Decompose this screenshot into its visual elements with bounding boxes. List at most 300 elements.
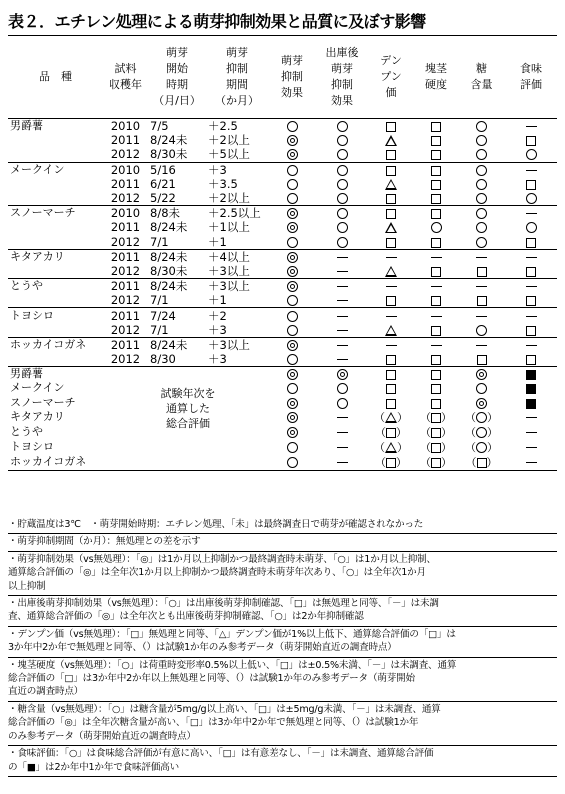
- year-cell: 2010: [103, 119, 148, 134]
- evaluation-cell: [458, 191, 505, 206]
- evaluation-cell: [316, 206, 368, 221]
- column-header-line: プン: [380, 70, 402, 83]
- evaluation-cell: [316, 249, 368, 264]
- circle-mark: [476, 383, 487, 394]
- evaluation-cell: [505, 133, 557, 147]
- evaluation-cell: [414, 177, 458, 191]
- evaluation-cell: [458, 249, 505, 264]
- column-header: [316, 36, 368, 119]
- circle-mark: [431, 222, 442, 233]
- evaluation-cell: [316, 352, 368, 367]
- variety-cell: [8, 220, 103, 234]
- double-circle-mark: [476, 369, 487, 380]
- evaluation-cell: [414, 119, 458, 134]
- footnote-line: ・萌芽抑制期間（か月）：無処理との差を示す: [8, 536, 201, 548]
- evaluation-cell: [505, 249, 557, 264]
- evaluation-cell: [368, 396, 414, 410]
- table-row: [8, 177, 557, 191]
- square-mark: [386, 209, 396, 219]
- evaluation-cell: [268, 425, 316, 440]
- evaluation-cell: [414, 293, 458, 308]
- evaluation-cell: [414, 162, 458, 177]
- square-mark: [431, 122, 441, 132]
- sprout-date-cell: 7/1: [150, 293, 169, 308]
- table-row: [8, 337, 557, 352]
- summary-label: [148, 386, 228, 431]
- evaluation-cell: [458, 337, 505, 352]
- circle-mark: [337, 222, 348, 233]
- evaluation-cell: [414, 249, 458, 264]
- dash-mark: [431, 286, 442, 287]
- evaluation-cell: [316, 162, 368, 177]
- double-circle-mark: [287, 412, 298, 423]
- circle-mark: [337, 179, 348, 190]
- table-row: [8, 206, 557, 221]
- footnote-line: ・糖含量（vs無処理）：「○」は糖含量が5mg/g以上高い、「□」は±5mg/g未満、「－」は未調査、通算: [8, 703, 441, 715]
- year-cell: 2011: [103, 249, 148, 264]
- evaluation-cell: [268, 191, 316, 206]
- evaluation-cell: [505, 279, 557, 294]
- sprout-date-cell: 5/16: [148, 162, 206, 177]
- circle-mark: [287, 121, 298, 132]
- evaluation-cell: [414, 191, 458, 206]
- evaluation-cell: [505, 337, 557, 352]
- sprout-date-cell: 8/24未: [148, 279, 206, 294]
- column-header-line: 抑制: [331, 78, 353, 91]
- triangle-mark: [385, 442, 397, 453]
- evaluation-cell: [368, 220, 414, 234]
- square-mark: [386, 194, 396, 204]
- footnote-line: ・デンプン価（vs無処理）：「□」無処理と同等、「△」デンプン価が1%以上低下、通算総合評価の「□」は: [8, 628, 456, 640]
- square-mark: [386, 355, 396, 365]
- column-header-line: 食味: [520, 62, 542, 75]
- results-table: [8, 35, 557, 471]
- summary-label-line: 試験年次を: [160, 386, 216, 400]
- circle-mark: [287, 383, 298, 394]
- evaluation-cell: [316, 191, 368, 206]
- sprout-date-cell: 7/1: [150, 234, 169, 249]
- column-header-line: 塊茎: [425, 62, 447, 75]
- square-mark: [526, 238, 536, 248]
- footnote-line: 総合評価の「□」は3か年中2か年以上無処理と同等、（）は試験1か年のみ参考データ（萌芽開始: [8, 673, 415, 685]
- evaluation-cell: [458, 425, 505, 440]
- evaluation-cell: [505, 410, 557, 425]
- column-header-line: 品 種: [39, 70, 72, 83]
- evaluation-cell: [268, 264, 316, 279]
- square-mark: [431, 267, 441, 277]
- evaluation-cell: [505, 177, 557, 191]
- evaluation-cell: [505, 235, 557, 250]
- evaluation-cell: [458, 264, 505, 279]
- footnote: [8, 702, 557, 746]
- suppression-period-cell: ＋1以上: [208, 220, 250, 235]
- circle-mark: [287, 193, 298, 204]
- evaluation-cell: [316, 133, 368, 147]
- evaluation-cell: [268, 323, 316, 338]
- evaluation-cell: [414, 410, 458, 425]
- evaluation-cell: [414, 206, 458, 221]
- variety-cell: とうや: [8, 279, 103, 294]
- footnote-line: 直近の調査時点）: [8, 686, 84, 698]
- sprout-date-cell: 8/8未: [148, 206, 206, 221]
- variety-cell: [8, 293, 103, 308]
- square-mark: [431, 238, 441, 248]
- double-circle-mark: [287, 369, 298, 380]
- evaluation-cell: [458, 440, 505, 455]
- paren-close: ）: [441, 455, 452, 469]
- year-cell: 2012: [110, 263, 141, 278]
- evaluation-cell: [458, 308, 505, 323]
- square-mark: [431, 180, 441, 190]
- evaluation-cell: [458, 206, 505, 221]
- year-cell: 2011: [103, 337, 148, 352]
- triangle-mark: [385, 266, 397, 277]
- circle-mark: [337, 165, 348, 176]
- year-cell: 2011: [110, 133, 141, 148]
- footnote-line: のみ参考データ（萌芽開始直近の調査時点）: [8, 730, 196, 742]
- paren-close: ）: [486, 455, 498, 469]
- double-circle-mark: [287, 427, 298, 438]
- paren-open: （: [375, 425, 386, 439]
- evaluation-cell: [268, 337, 316, 352]
- evaluation-cell: [414, 425, 458, 440]
- dash-mark: [431, 345, 442, 346]
- evaluation-cell: [458, 293, 505, 308]
- footnote: [8, 746, 557, 777]
- paren-open: （: [465, 425, 476, 439]
- column-header-line: 収穫年: [109, 78, 142, 91]
- evaluation-cell: [368, 119, 414, 134]
- summary-row: [8, 455, 557, 471]
- evaluation-cell: [414, 147, 458, 162]
- column-header-line: 含量: [470, 78, 493, 91]
- evaluation-cell: [268, 308, 316, 323]
- suppression-period-cell: ＋2以上: [208, 133, 250, 148]
- variety-cell: [8, 323, 103, 338]
- square-mark: [431, 194, 441, 204]
- triangle-mark: [385, 179, 397, 190]
- table-row: [8, 147, 557, 162]
- double-circle-mark: [476, 398, 487, 409]
- evaluation-cell: [368, 235, 414, 250]
- evaluation-cell: [505, 220, 557, 234]
- square-mark: [431, 428, 441, 438]
- square-mark: [526, 136, 536, 146]
- dash-mark: [337, 316, 348, 317]
- square-mark: [526, 355, 536, 365]
- table-row: [8, 220, 557, 234]
- paren-close: ）: [397, 410, 408, 424]
- double-circle-mark: [287, 266, 298, 277]
- square-mark: [431, 370, 441, 380]
- paren-close: ）: [441, 410, 452, 424]
- dash-mark: [526, 257, 537, 258]
- evaluation-cell: [316, 367, 368, 382]
- year-cell: 2012: [110, 293, 141, 308]
- square-mark: [386, 399, 396, 409]
- evaluation-cell: [316, 235, 368, 250]
- double-circle-mark: [287, 281, 298, 292]
- variety-cell: ホッカイコガネ: [8, 337, 103, 352]
- evaluation-cell: [368, 191, 414, 206]
- evaluation-cell: [414, 455, 458, 471]
- evaluation-cell: [414, 323, 458, 338]
- suppression-period-cell: ＋3: [208, 352, 227, 367]
- evaluation-cell: [316, 147, 368, 162]
- square-mark: [526, 326, 536, 336]
- evaluation-cell: [505, 147, 557, 162]
- square-mark: [431, 136, 441, 146]
- black-square-mark: [526, 399, 536, 409]
- dash-mark: [431, 316, 442, 317]
- circle-mark: [337, 208, 348, 219]
- table-row: [8, 119, 557, 134]
- summary-row: [8, 425, 557, 440]
- evaluation-cell: [414, 440, 458, 455]
- circle-mark: [476, 427, 487, 438]
- dash-mark: [337, 300, 348, 301]
- table-row: [8, 133, 557, 147]
- evaluation-cell: [458, 119, 505, 134]
- evaluation-cell: [268, 133, 316, 147]
- year-cell: 2011: [103, 279, 148, 294]
- evaluation-cell: [316, 293, 368, 308]
- evaluation-cell: [316, 381, 368, 395]
- evaluation-cell: [505, 119, 557, 134]
- variety-cell: メークイン: [10, 381, 65, 395]
- column-header-line: 開始: [166, 62, 188, 75]
- paren-open: （: [420, 425, 431, 439]
- suppression-period-cell: ＋2.5: [206, 119, 268, 134]
- circle-mark: [526, 222, 537, 233]
- evaluation-cell: [268, 119, 316, 134]
- evaluation-cell: [458, 381, 505, 395]
- square-mark: [526, 296, 536, 306]
- column-header: [206, 36, 268, 119]
- evaluation-cell: [316, 410, 368, 425]
- square-mark: [386, 458, 396, 468]
- double-circle-mark: [287, 340, 298, 351]
- double-circle-mark: [287, 398, 298, 409]
- footnote: [8, 627, 557, 658]
- suppression-period-cell: ＋1: [208, 234, 227, 249]
- year-cell: 2012: [110, 352, 141, 367]
- circle-mark: [476, 208, 487, 219]
- dash-mark: [526, 417, 537, 418]
- evaluation-cell: [458, 367, 505, 382]
- evaluation-cell: [368, 177, 414, 191]
- footnote: [8, 658, 557, 702]
- paren-close: ）: [487, 410, 498, 424]
- year-cell: 2012: [110, 147, 141, 162]
- circle-mark: [476, 165, 487, 176]
- column-header: [148, 36, 206, 119]
- double-circle-mark: [337, 369, 348, 380]
- square-mark: [386, 370, 396, 380]
- column-header-line: 効果: [331, 94, 353, 107]
- evaluation-cell: [414, 220, 458, 234]
- evaluation-cell: [368, 323, 414, 338]
- footnotes: [8, 517, 557, 777]
- dash-mark: [337, 271, 348, 272]
- evaluation-cell: [368, 381, 414, 395]
- circle-mark: [476, 193, 487, 204]
- circle-mark: [287, 179, 298, 190]
- evaluation-cell: [458, 352, 505, 367]
- footnote-line: ・出庫後萌芽抑制効果（vs無処理）：「○」は出庫後萌芽抑制確認、「□」は無処理と同等、「－」は未調: [8, 598, 439, 610]
- evaluation-cell: [268, 440, 316, 455]
- suppression-period-cell: ＋2.5以上: [206, 206, 268, 221]
- column-header-line: 硬度: [425, 78, 447, 91]
- evaluation-cell: [368, 264, 414, 279]
- circle-mark: [476, 325, 487, 336]
- circle-mark: [287, 442, 298, 453]
- variety-cell: [8, 235, 103, 250]
- square-mark: [477, 296, 487, 306]
- dash-mark: [526, 462, 537, 463]
- evaluation-cell: [268, 293, 316, 308]
- dash-mark: [526, 447, 537, 448]
- column-header-line: デン: [380, 54, 402, 67]
- evaluation-cell: [458, 177, 505, 191]
- footnote-line: ・食味評価：「○」は食味総合評価が有意に高い、「□」は有意差なし、「－」は未調査、通算総合評価: [8, 748, 434, 760]
- dash-mark: [526, 213, 537, 214]
- dash-mark: [476, 257, 487, 258]
- column-header-line: 効果: [281, 86, 303, 99]
- square-mark: [431, 443, 441, 453]
- sprout-date-cell: 7/5: [148, 119, 206, 134]
- sprout-date-cell: 7/24: [148, 308, 206, 323]
- paren-close: ）: [397, 440, 408, 454]
- evaluation-cell: [414, 352, 458, 367]
- table-row: [8, 323, 557, 338]
- evaluation-cell: [458, 220, 505, 234]
- column-header: [103, 36, 148, 119]
- dash-mark: [337, 417, 348, 418]
- variety-cell: メークイン: [8, 162, 103, 177]
- square-mark: [431, 399, 441, 409]
- sprout-date-cell: 8/30: [150, 352, 176, 367]
- paren-close: ）: [487, 440, 498, 454]
- evaluation-cell: [414, 235, 458, 250]
- evaluation-cell: [316, 177, 368, 191]
- year-cell: 2011: [110, 220, 141, 235]
- square-mark: [386, 150, 396, 160]
- variety-cell: ホッカイコガネ: [8, 455, 103, 471]
- column-header-line: 糖: [476, 62, 487, 75]
- evaluation-cell: [414, 308, 458, 323]
- evaluation-cell: [368, 206, 414, 221]
- dash-mark: [526, 126, 537, 127]
- evaluation-cell: [316, 396, 368, 410]
- circle-mark: [337, 383, 348, 394]
- year-cell: 2011: [103, 308, 148, 323]
- evaluation-cell: [368, 425, 414, 440]
- evaluation-cell: [505, 323, 557, 338]
- column-header-line: 期間: [226, 78, 248, 91]
- summary-row: [8, 381, 557, 395]
- dash-mark: [431, 257, 442, 258]
- circle-mark: [476, 179, 487, 190]
- summary-row: [8, 410, 557, 425]
- evaluation-cell: [505, 352, 557, 367]
- square-mark: [431, 458, 441, 468]
- evaluation-cell: [368, 440, 414, 455]
- evaluation-cell: [316, 264, 368, 279]
- dash-mark: [476, 286, 487, 287]
- dash-mark: [526, 316, 537, 317]
- evaluation-cell: [458, 279, 505, 294]
- footnote: [8, 517, 557, 534]
- column-header-line: 抑制: [226, 62, 248, 75]
- triangle-mark: [385, 135, 397, 146]
- square-mark: [431, 150, 441, 160]
- table-row: [8, 264, 557, 279]
- footnote: [8, 534, 557, 551]
- paren-open: （: [420, 440, 431, 454]
- table-title: 表２．エチレン処理による萌芽抑制効果と品質に及ぼす影響: [8, 12, 426, 31]
- dash-mark: [337, 257, 348, 258]
- evaluation-cell: [505, 162, 557, 177]
- variety-cell: キタアカリ: [10, 410, 65, 424]
- square-mark: [526, 267, 536, 277]
- summary-label-line: 総合評価: [166, 416, 210, 430]
- variety-cell: [8, 352, 103, 367]
- circle-mark: [526, 149, 537, 160]
- variety-cell: [8, 133, 103, 147]
- evaluation-cell: [505, 264, 557, 279]
- evaluation-cell: [368, 410, 414, 425]
- evaluation-cell: [316, 119, 368, 134]
- evaluation-cell: [458, 410, 505, 425]
- evaluation-cell: [414, 381, 458, 395]
- column-header-line: 萌芽: [281, 54, 303, 67]
- footnote: [8, 596, 557, 627]
- evaluation-cell: [458, 133, 505, 147]
- paren-open: （: [420, 455, 431, 469]
- table-row: [8, 352, 557, 367]
- table-row: [8, 308, 557, 323]
- paren-open: （: [375, 455, 386, 469]
- footnote: [8, 552, 557, 596]
- summary-row: [8, 440, 557, 455]
- square-mark: [431, 209, 441, 219]
- table-row: [8, 191, 557, 206]
- square-mark: [386, 296, 396, 306]
- circle-mark: [337, 121, 348, 132]
- variety-cell: トヨシロ: [8, 308, 103, 323]
- square-mark: [431, 296, 441, 306]
- suppression-period-cell: ＋3以上: [206, 279, 268, 294]
- column-header: [505, 36, 557, 119]
- sprout-date-cell: 7/1: [150, 322, 169, 337]
- column-header-line: 萌芽: [166, 46, 188, 59]
- evaluation-cell: [368, 352, 414, 367]
- column-header-line: 評価: [520, 78, 542, 91]
- double-circle-mark: [287, 208, 298, 219]
- table-row: [8, 162, 557, 177]
- evaluation-cell: [458, 147, 505, 162]
- evaluation-cell: [368, 133, 414, 147]
- column-header-line: 出庫後: [325, 46, 359, 59]
- evaluation-cell: [268, 381, 316, 395]
- square-mark: [386, 122, 396, 132]
- table-header-row: [8, 36, 557, 119]
- circle-mark: [337, 135, 348, 146]
- suppression-period-cell: ＋3以上: [206, 337, 268, 352]
- paren-close: ）: [396, 455, 407, 469]
- evaluation-cell: [414, 396, 458, 410]
